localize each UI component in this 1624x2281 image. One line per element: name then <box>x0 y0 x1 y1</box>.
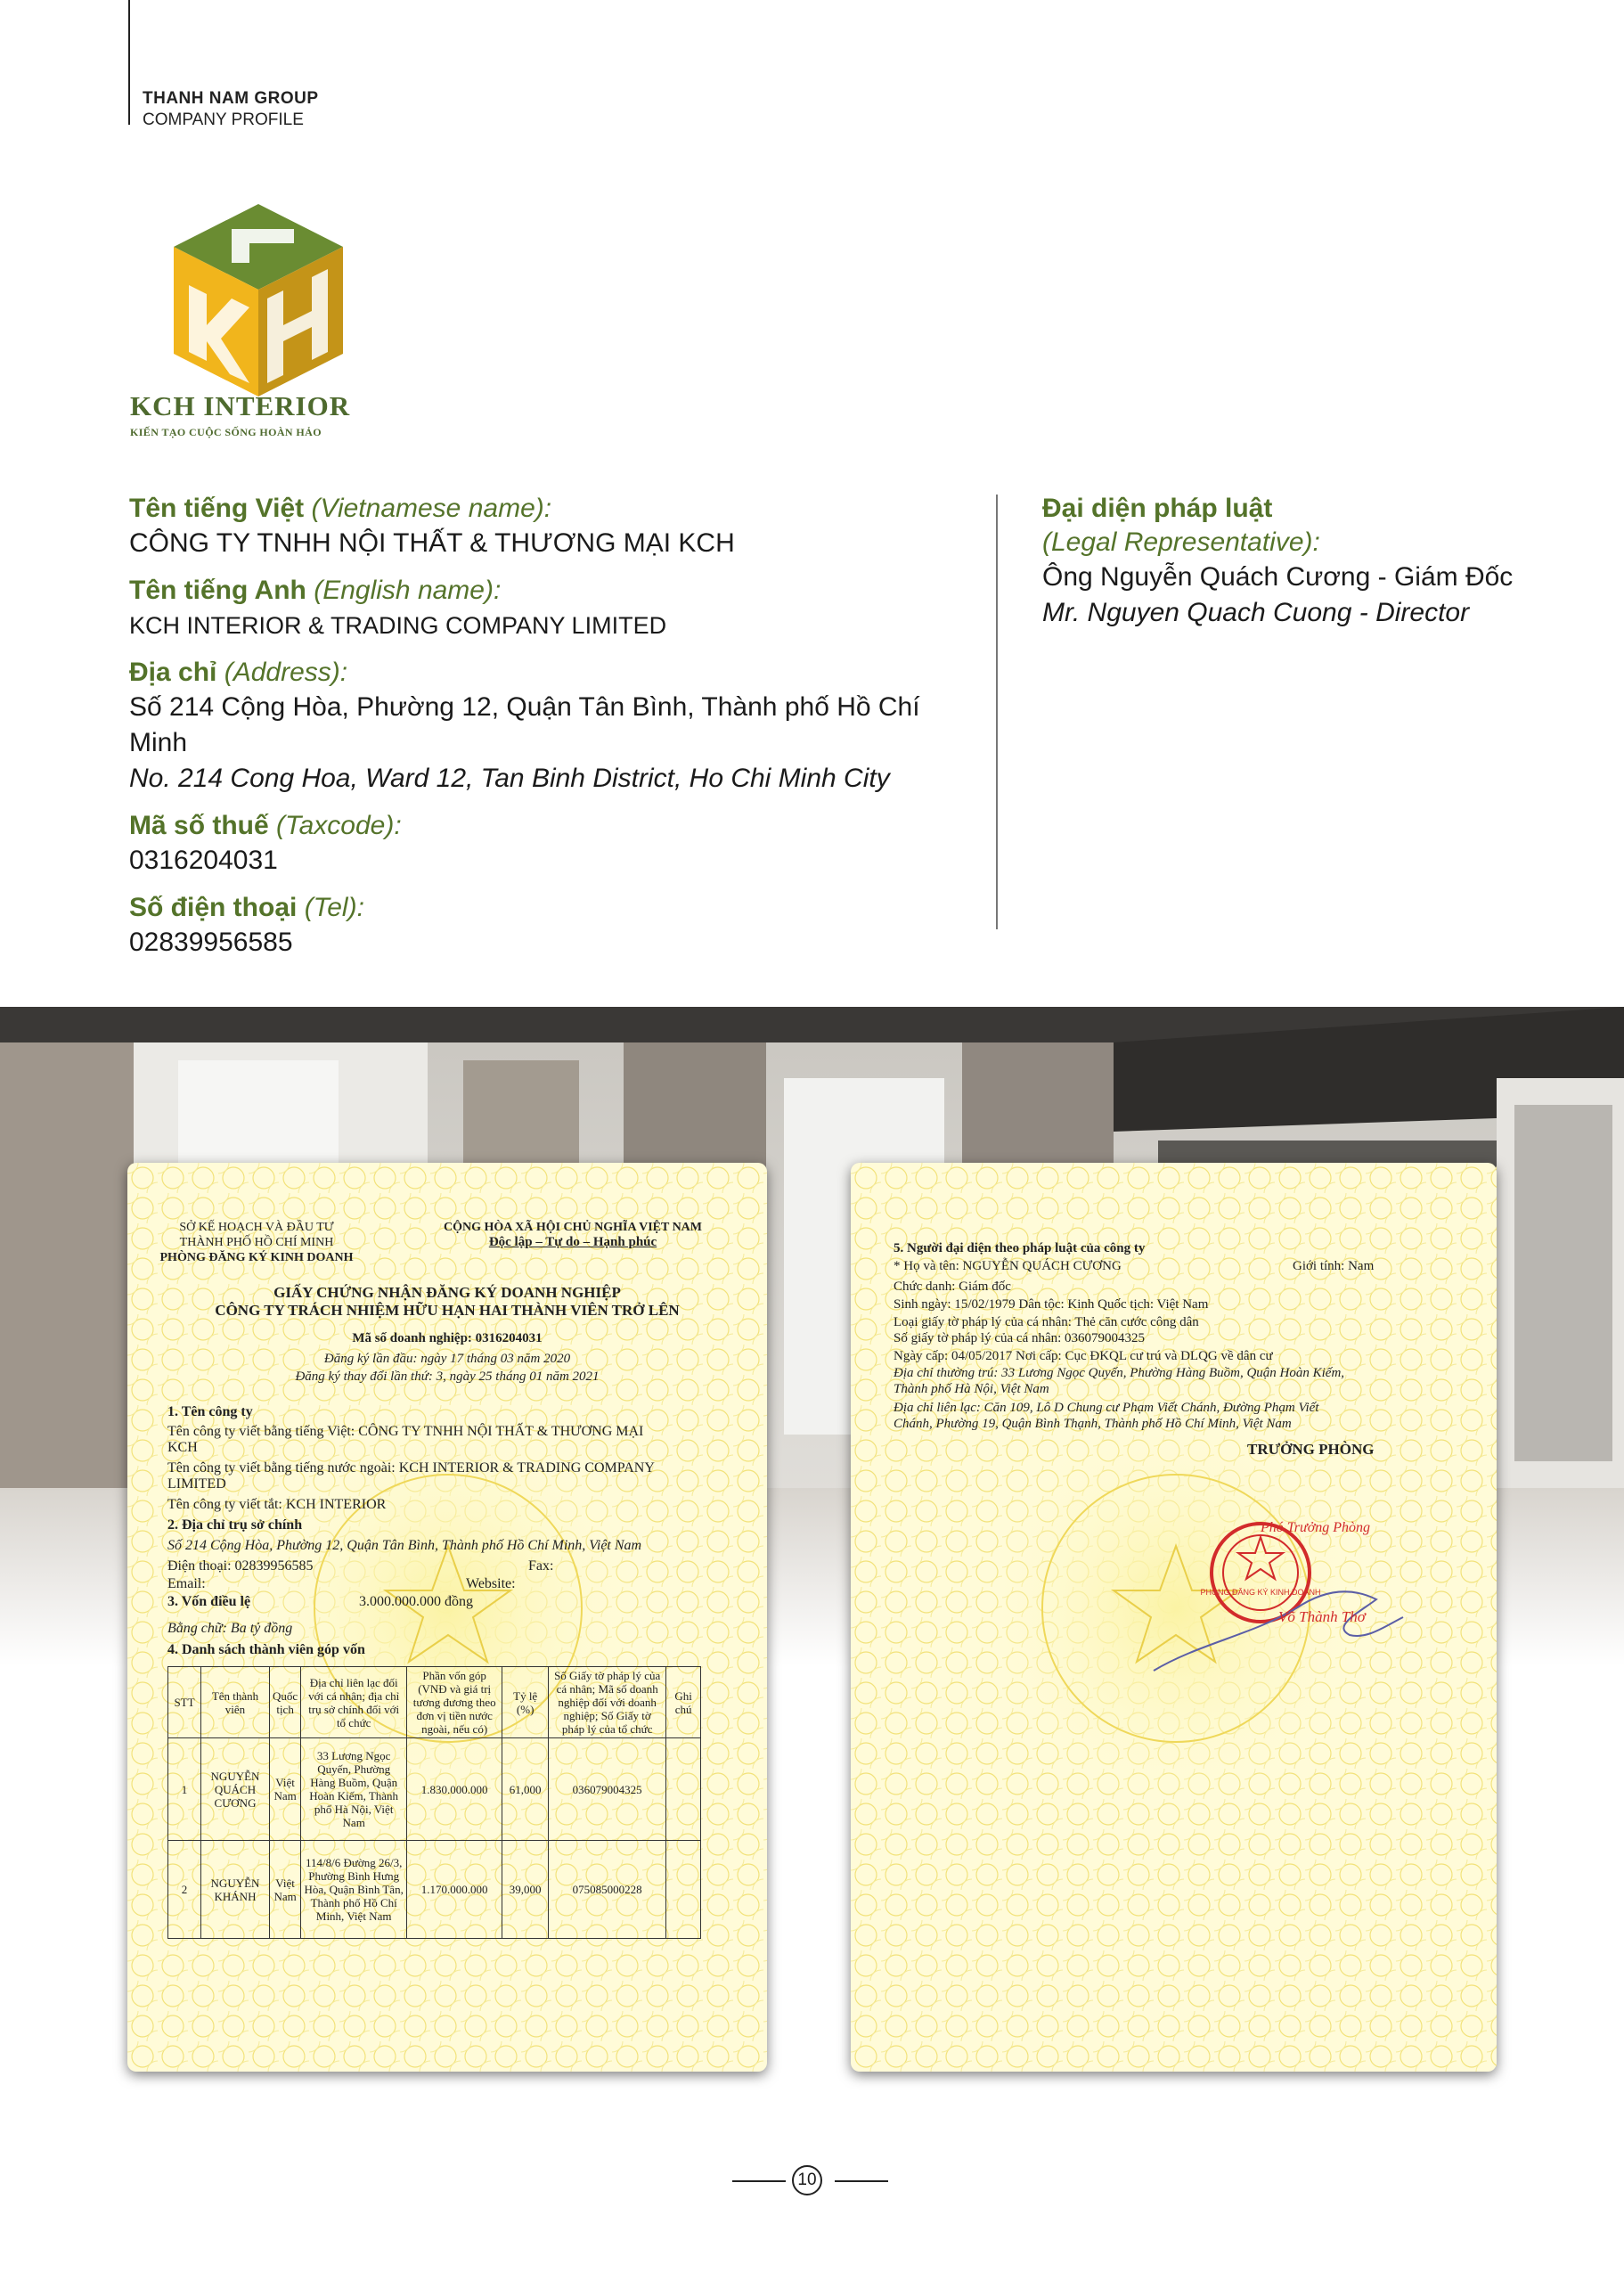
cell: 2 <box>168 1841 201 1939</box>
cell: Việt Nam <box>270 1841 301 1939</box>
header-doc-title: COMPANY PROFILE <box>143 110 304 129</box>
signer-name: Võ Thành Thơ <box>1278 1608 1366 1625</box>
page-rule-left <box>732 2180 786 2182</box>
page-number: 10 <box>792 2165 822 2195</box>
column-divider <box>996 495 998 929</box>
cert-section-1: 1. Tên công ty <box>167 1404 253 1419</box>
cell: 075085000228 <box>549 1841 666 1939</box>
rep-contact-1: Địa chỉ liên lạc: Căn 109, Lô D Chung cư Phạm Viết Chánh, Đường Phạm Viết <box>894 1401 1319 1415</box>
cert-dept-3: PHÒNG ĐĂNG KÝ KINH DOANH <box>159 1251 354 1264</box>
cert-address: Số 214 Cộng Hòa, Phường 12, Quận Tân Bình, Thành phố Hồ Chí Minh, Việt Nam <box>167 1538 642 1553</box>
cert-capital: 3.000.000.000 đồng <box>359 1594 473 1609</box>
th-stt: STT <box>168 1667 201 1738</box>
rep-issued: Ngày cấp: 04/05/2017 Nơi cấp: Cục ĐKQL cư trú và DLQG về dân cư <box>894 1349 1273 1363</box>
cert-code: Mã số doanh nghiệp: 0316204031 <box>352 1331 543 1345</box>
seal-text: PHÒNG ĐĂNG KÝ KINH DOANH <box>1200 1588 1321 1597</box>
cert-name-short: Tên công ty viết tắt: KCH INTERIOR <box>167 1497 387 1512</box>
tel-label: Số điện thoại (Tel): <box>129 893 364 922</box>
legal-rep-name-en: Mr. Nguyen Quach Cuong - Director <box>1042 598 1470 627</box>
cert-name-foreign-1: Tên công ty viết bằng tiếng nước ngoài: KCH INTERIOR & TRADING COMPANY <box>167 1460 655 1476</box>
members-table <box>167 1666 701 1939</box>
tel-value: 02839956585 <box>129 928 293 957</box>
cert-section-3: 3. Vốn điều lệ <box>167 1594 251 1609</box>
cell: NGUYỄN KHÁNH <box>201 1841 270 1939</box>
rep-permanent-1: Địa chỉ thường trú: 33 Lương Ngọc Quyến, Phường Hàng Buồm, Quận Hoàn Kiếm, <box>894 1366 1345 1380</box>
legal-rep-label: Đại diện pháp luật <box>1042 494 1273 523</box>
cert-nation-2: Độc lập – Tự do – Hạnh phúc <box>488 1235 657 1249</box>
rep-id-type: Loại giấy tờ pháp lý của cá nhân: Thẻ căn cước công dân <box>894 1315 1199 1329</box>
address-en-value: No. 214 Cong Hoa, Ward 12, Tan Binh District, Ho Chi Minh City <box>129 764 890 793</box>
cell: NGUYỄN QUÁCH CƯƠNG <box>201 1738 270 1841</box>
cell: 1.170.000.000 <box>407 1841 502 1939</box>
th-capital: Phần vốn góp (VNĐ và giá trị tương đương theo đơn vị tiền nước ngoài, nếu có) <box>407 1667 502 1738</box>
cert-website: Website: <box>466 1576 516 1591</box>
header-company: THANH NAM GROUP <box>143 89 319 108</box>
legal-rep-name-vn: Ông Nguyễn Quách Cương - Giám Đốc <box>1042 562 1514 592</box>
table-row <box>168 1841 701 1939</box>
certificate-page-1 <box>127 1163 767 2072</box>
cell <box>666 1841 701 1939</box>
cell: 1 <box>168 1738 201 1841</box>
cert-section-2: 2. Địa chỉ trụ sở chính <box>167 1517 303 1533</box>
rep-contact-2: Chánh, Phường 19, Quận Bình Thạnh, Thành phố Hồ Chí Minh, Việt Nam <box>894 1417 1292 1431</box>
cert-fax: Fax: <box>528 1558 554 1574</box>
tax-label: Mã số thuế (Taxcode): <box>129 811 402 840</box>
certificate-page-2 <box>851 1163 1497 2072</box>
rep-name: * Họ và tên: NGUYỄN QUÁCH CƯƠNG <box>894 1259 1122 1273</box>
tax-value: 0316204031 <box>129 846 278 875</box>
rep-permanent-2: Thành phố Hà Nội, Việt Nam <box>894 1382 1049 1396</box>
rep-dob: Sinh ngày: 15/02/1979 Dân tộc: Kinh Quốc tịch: Việt Nam <box>894 1297 1209 1312</box>
head-of-office: TRƯỞNG PHÒNG <box>1247 1441 1375 1458</box>
th-nationality: Quốc tịch <box>270 1667 301 1738</box>
cert-name-vn-1: Tên công ty viết bằng tiếng Việt: CÔNG TY TNHH NỘI THẤT & THƯƠNG MẠI <box>167 1424 644 1439</box>
cell: 036079004325 <box>549 1738 666 1841</box>
legal-rep-label-en: (Legal Representative): <box>1042 527 1320 557</box>
header-rule <box>128 0 130 125</box>
members-table-header <box>168 1667 701 1738</box>
rep-title: Chức danh: Giám đốc <box>894 1279 1011 1294</box>
address-vn-value: Số 214 Cộng Hòa, Phường 12, Quận Tân Bình, Thành phố Hồ Chí Minh <box>129 692 920 757</box>
cert-section-4: 4. Danh sách thành viên góp vốn <box>167 1642 365 1657</box>
cert-dept-1: SỞ KẾ HOẠCH VÀ ĐẦU TƯ <box>179 1221 334 1234</box>
cert-name-foreign-2: LIMITED <box>167 1476 226 1492</box>
signature-icon <box>1145 1573 1412 1680</box>
page-rule-right <box>835 2180 888 2182</box>
cell: Việt Nam <box>270 1738 301 1841</box>
cell: 33 Lương Ngọc Quyến, Phường Hàng Buồm, Quận Hoàn Kiếm, Thành phố Hà Nội, Việt Nam <box>301 1738 407 1841</box>
vn-name-label: Tên tiếng Việt (Vietnamese name): <box>129 494 552 523</box>
deputy-head: Phó Trưởng Phòng <box>1261 1520 1371 1535</box>
cell: 39,000 <box>502 1841 549 1939</box>
th-legal-doc: Số Giấy tờ pháp lý của cá nhân; Mã số doanh nghiệp đối với doanh nghiệp; Số Giấy tờ pháp lý của tổ chức <box>549 1667 666 1738</box>
cert-capital-words: Bằng chữ: Ba tỷ đồng <box>167 1621 293 1636</box>
en-name-label: Tên tiếng Anh (English name): <box>129 576 502 605</box>
table-row <box>168 1738 701 1841</box>
address-label: Địa chỉ (Address): <box>129 658 348 687</box>
cell: 61,000 <box>502 1738 549 1841</box>
en-name-value: KCH INTERIOR & TRADING COMPANY LIMITED <box>129 612 667 639</box>
th-address: Địa chỉ liên lạc đối với cá nhân; địa chỉ trụ sở chính đối với tổ chức <box>301 1667 407 1738</box>
cert-name-vn-2: KCH <box>167 1440 198 1455</box>
legal-rep <box>1042 492 1595 631</box>
cert-reg-change: Đăng ký thay đổi lần thứ: 3, ngày 25 tháng 01 năm 2021 <box>295 1369 600 1384</box>
cert-reg-first: Đăng ký lần đầu: ngày 17 tháng 03 năm 2020 <box>323 1352 571 1366</box>
cell: 1.830.000.000 <box>407 1738 502 1841</box>
cell: 114/8/6 Đường 26/3, Phường Bình Hưng Hòa, Quận Bình Tân, Thành phố Hồ Chí Minh, Việt Nam <box>301 1841 407 1939</box>
cert-phone: Điện thoại: 02839956585 <box>167 1558 314 1574</box>
rep-gender: Giới tính: Nam <box>1293 1259 1375 1273</box>
cert-nation-1: CỘNG HÒA XÃ HỘI CHỦ NGHĨA VIỆT NAM <box>443 1221 702 1234</box>
rep-id-no: Số giấy tờ pháp lý của cá nhân: 036079004325 <box>894 1331 1146 1345</box>
cert-email: Email: <box>167 1576 206 1591</box>
cert-title-1: GIẤY CHỨNG NHẬN ĐĂNG KÝ DOANH NGHIỆP <box>273 1284 621 1301</box>
cert-dept-2: THÀNH PHỐ HỒ CHÍ MINH <box>179 1236 334 1249</box>
vn-name-value: CÔNG TY TNHH NỘI THẤT & THƯƠNG MẠI KCH <box>129 528 735 558</box>
company-info <box>129 492 984 961</box>
th-member: Tên thành viên <box>201 1667 270 1738</box>
th-ratio: Tỷ lệ (%) <box>502 1667 549 1738</box>
rep-section-5: 5. Người đại diện theo pháp luật của công ty <box>894 1241 1146 1255</box>
logo-name: KCH INTERIOR <box>130 390 351 421</box>
logo-tagline: KIẾN TẠO CUỘC SỐNG HOÀN HẢO <box>130 426 322 438</box>
th-note: Ghi chú <box>666 1667 701 1738</box>
cell <box>666 1738 701 1841</box>
cert-title-2: CÔNG TY TRÁCH NHIỆM HỮU HẠN HAI THÀNH VIÊN TRỞ LÊN <box>215 1302 680 1319</box>
